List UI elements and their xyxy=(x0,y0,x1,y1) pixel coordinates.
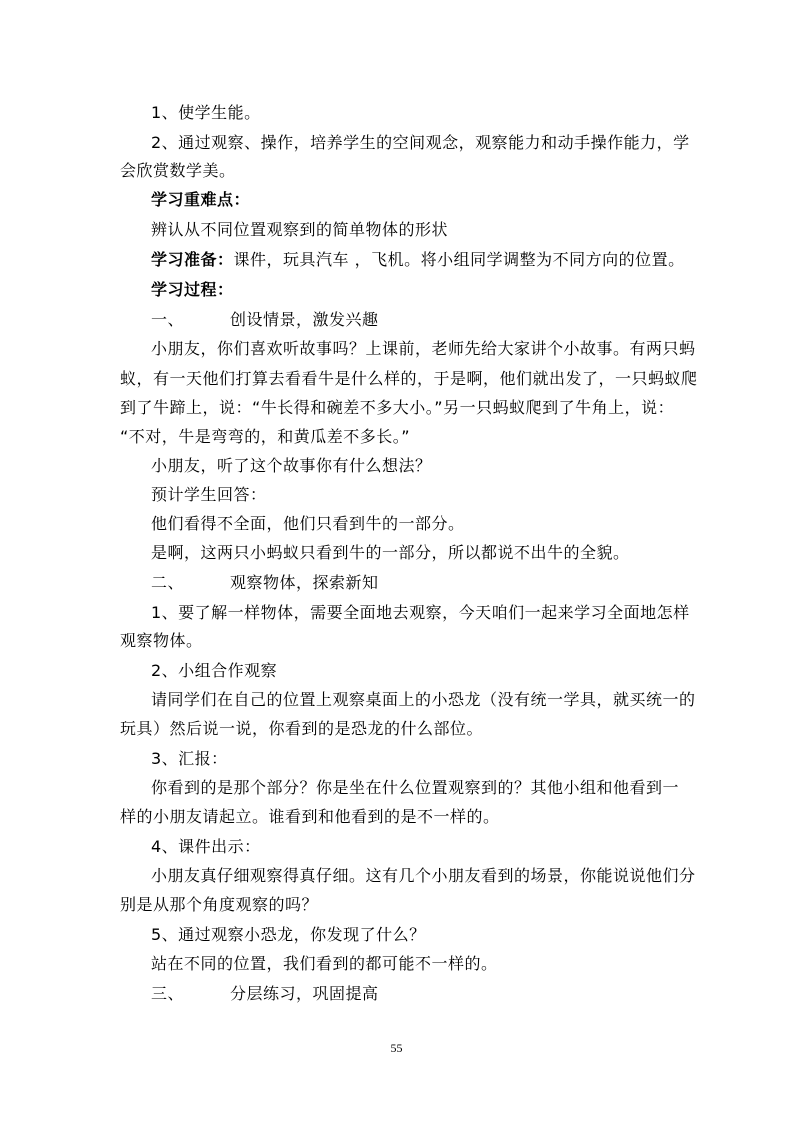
answer-1: 他们看得不全面，他们只看到牛的一部分。 xyxy=(151,514,465,533)
story-line-2: 蚁，有一天他们打算去看看牛是什么样的，于是啊，他们就出发了，一只蚂蚁爬 xyxy=(120,369,698,388)
item-2-line-2: 玩具）然后说一说，你看到的是恐龙的什么部位。 xyxy=(120,719,484,738)
objective-2-cont: 会欣赏数学美。 xyxy=(120,161,236,180)
section-1-number: 一、 xyxy=(151,310,185,329)
story-line-1: 小朋友，你们喜欢听故事吗？上课前，老师先给大家讲个小故事。有两只蚂 xyxy=(151,339,696,358)
key-points-heading: 学习重难点： xyxy=(151,190,251,209)
section-2-title: 观察物体，探索新知 xyxy=(230,573,379,592)
item-1-line-1: 1、要了解一样物体，需要全面地去观察，今天咱们一起来学习全面地怎样 xyxy=(151,603,690,622)
item-2-line-1: 请同学们在自己的位置上观察桌面上的小恐龙（没有统一学具，就买统一的 xyxy=(151,690,696,709)
answer-2: 是啊，这两只小蚂蚁只看到牛的一部分，所以都说不出牛的全貌。 xyxy=(151,543,630,562)
expected-label: 预计学生回答： xyxy=(151,485,267,504)
story-line-3: 到了牛蹄上，说：“牛长得和碗差不多大小。”另一只蚂蚁爬到了牛角上，说： xyxy=(120,398,675,417)
page-number: 55 xyxy=(390,1041,403,1055)
section-3-heading xyxy=(151,984,711,1004)
item-4-line-1: 小朋友真仔细观察得真仔细。这有几个小朋友看到的场景，你能说说他们分 xyxy=(151,866,696,885)
item-3-title: 3、汇报： xyxy=(151,749,228,768)
section-2-heading xyxy=(151,573,711,593)
item-2-title: 2、小组合作观察 xyxy=(151,661,278,680)
item-4-title: 4、课件出示： xyxy=(151,837,261,856)
section-1-title: 创设情景，激发兴趣 xyxy=(230,310,379,329)
process-heading: 学习过程： xyxy=(151,280,234,299)
question-line: 小朋友，听了这个故事你有什么想法？ xyxy=(151,456,432,475)
objective-1: 1、使学生能。 xyxy=(151,103,261,122)
item-3-line-2: 样的小朋友请起立。谁看到和他看到的是不一样的。 xyxy=(120,807,500,826)
section-1-heading xyxy=(151,310,711,330)
item-1-line-2: 观察物体。 xyxy=(120,631,203,650)
item-4-line-2: 别是从那个角度观察的吗？ xyxy=(120,895,319,914)
section-2-number: 二、 xyxy=(151,573,185,592)
preparation-text: 课件，玩具汽车 ，飞机。将小组同学调整为不同方向的位置。 xyxy=(233,250,685,269)
preparation-line xyxy=(151,250,711,270)
section-3-number: 三、 xyxy=(151,984,185,1003)
item-5-text: 站在不同的位置，我们看到的都可能不一样的。 xyxy=(151,954,498,973)
preparation-heading: 学习准备： xyxy=(151,250,234,269)
item-3-line-1: 你看到的是那个部分？你是坐在什么位置观察到的？其他小组和他看到一 xyxy=(151,778,680,797)
story-line-4: “不对，牛是弯弯的，和黄瓜差不多长。” xyxy=(120,427,411,446)
objective-2: 2、通过观察、操作，培养学生的空间观念，观察能力和动手操作能力，学 xyxy=(151,133,690,152)
key-points-text: 辨认从不同位置观察到的简单物体的形状 xyxy=(151,220,449,239)
section-3-title: 分层练习，巩固提高 xyxy=(230,984,379,1003)
item-5-title: 5、通过观察小恐龙，你发现了什么？ xyxy=(151,925,426,944)
